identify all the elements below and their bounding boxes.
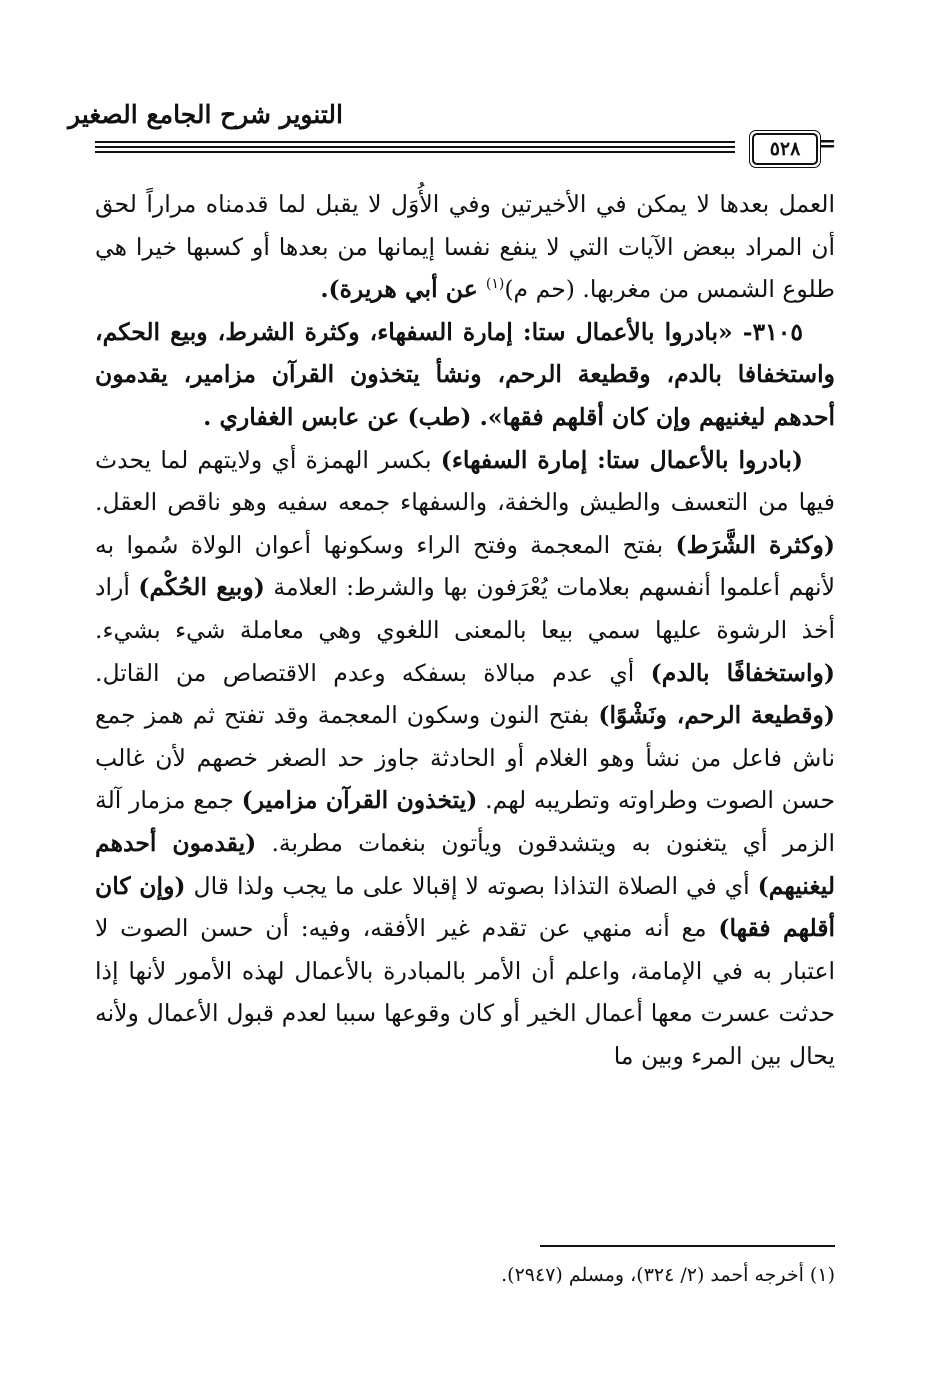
- running-header-title: التنوير شرح الجامع الصغير: [68, 100, 343, 129]
- paragraph-continuation: [95, 183, 835, 311]
- page-number-text: ٥٢٨: [769, 137, 801, 160]
- bold-run: (وإن كان أقلهم فقها): [95, 871, 835, 943]
- bold-run: (بادروا بالأعمال ستا: إمارة السفهاء): [440, 445, 803, 474]
- text-run: بفتح المعجمة وفتح الراء وسكونها أعوان الولاة سُموا به لأنهم أعلموا أنفسهم بعلامات يُعْرَفون بها والشرط: العلامة: [95, 530, 835, 602]
- page-number: [752, 133, 818, 165]
- footnote-ref: (١): [485, 276, 505, 293]
- bold-run: (يتخذون القرآن مزامير): [241, 786, 478, 815]
- bold-run: عن أبي هريرة).: [320, 275, 486, 304]
- hadith-text: ٣١٠٥- «بادروا بالأعمال ستا: إمارة السفهاء، وكثرة الشرط، وبيع الحكم، واستخفافا بالدم، وقطيعة الرحم، ونشأ يتخذون القرآن مزامير، يقدمون أحدهم ليغنيهم وإن كان أقلهم فقها». (طب) عن عابس الغفاري .: [95, 317, 835, 431]
- bold-run: (يقدمون أحدهم ليغنيهم): [95, 828, 835, 900]
- text-run: أي عدم مبالاة بسفكه وعدم الاقتصاص من القاتل.: [95, 658, 651, 687]
- text-run: العمل بعدها لا يمكن في الأخيرتين وفي الأُوَل لا يقبل لما قدمناه مراراً لحق أن المراد ببعض الآيات التي لا ينفع نفسا إيمانها من بعدها أو كسبها خيرا هي طلوع الشمس من مغربها. (حم م): [95, 190, 835, 304]
- bold-run: (وكثرة الشَّرَط): [675, 530, 835, 559]
- header-rule-bottom: [95, 151, 735, 153]
- main-text: [95, 183, 835, 1077]
- hadith-commentary: [95, 439, 835, 1078]
- header-rule-middle: [95, 146, 735, 148]
- header-rule-top: [95, 141, 735, 143]
- text-run: أي في الصلاة التذاذا بصوته لا إقبالا على ما يجب ولذا قال: [185, 871, 758, 900]
- text-run: مع أنه منهي عن تقدم غير الأفقه، وفيه: أن حسن الصوت لا اعتبار به في الإمامة، واعلم أن الأمر بالمبادرة بالأعمال لهذه الأمور لأنها إذا حدثت عسرت معها أعمال الخير أو كان وقوعها سببا لعدم قبول الأعمال ولأنه يحال بين المرء وبين ما: [95, 914, 835, 1070]
- bold-run: (وقطيعة الرحم، ونَشْوًا): [598, 701, 835, 730]
- hadith-3105: [95, 311, 835, 439]
- footnote: (١) أخرجه أحمد (٢/ ٣٢٤)، ومسلم (٢٩٤٧).: [501, 1264, 835, 1286]
- text-run: بكسر الهمزة أي ولايتهم لما يحدث فيها من التعسف والطيش والخفة، والسفهاء جمعه سفيه وهو ناقص العقل.: [95, 445, 835, 517]
- footnote-separator: [540, 1245, 835, 1247]
- page-number-mark: =: [818, 131, 837, 157]
- text-run: بفتح النون وسكون المعجمة وقد تفتح ثم همز جمع ناش فاعل من نشأ وهو الغلام أو الحادثة جاوز حد الصغر خصهم لأن غالب حسن الصوت وطراوته وتطريبه لهم.: [95, 701, 836, 815]
- text-run: أراد أخذ الرشوة عليها سمي بيعا بالمعنى اللغوي وهي معاملة شيء بشيء.: [95, 573, 835, 644]
- bold-run: (وبيع الحُكْم): [138, 573, 265, 602]
- bold-run: (واستخفافًا بالدم): [650, 658, 835, 687]
- text-run: جمع مزمار آلة الزمر أي يتغنون به ويتشدقون ويأتون بنغمات مطربة.: [95, 786, 835, 857]
